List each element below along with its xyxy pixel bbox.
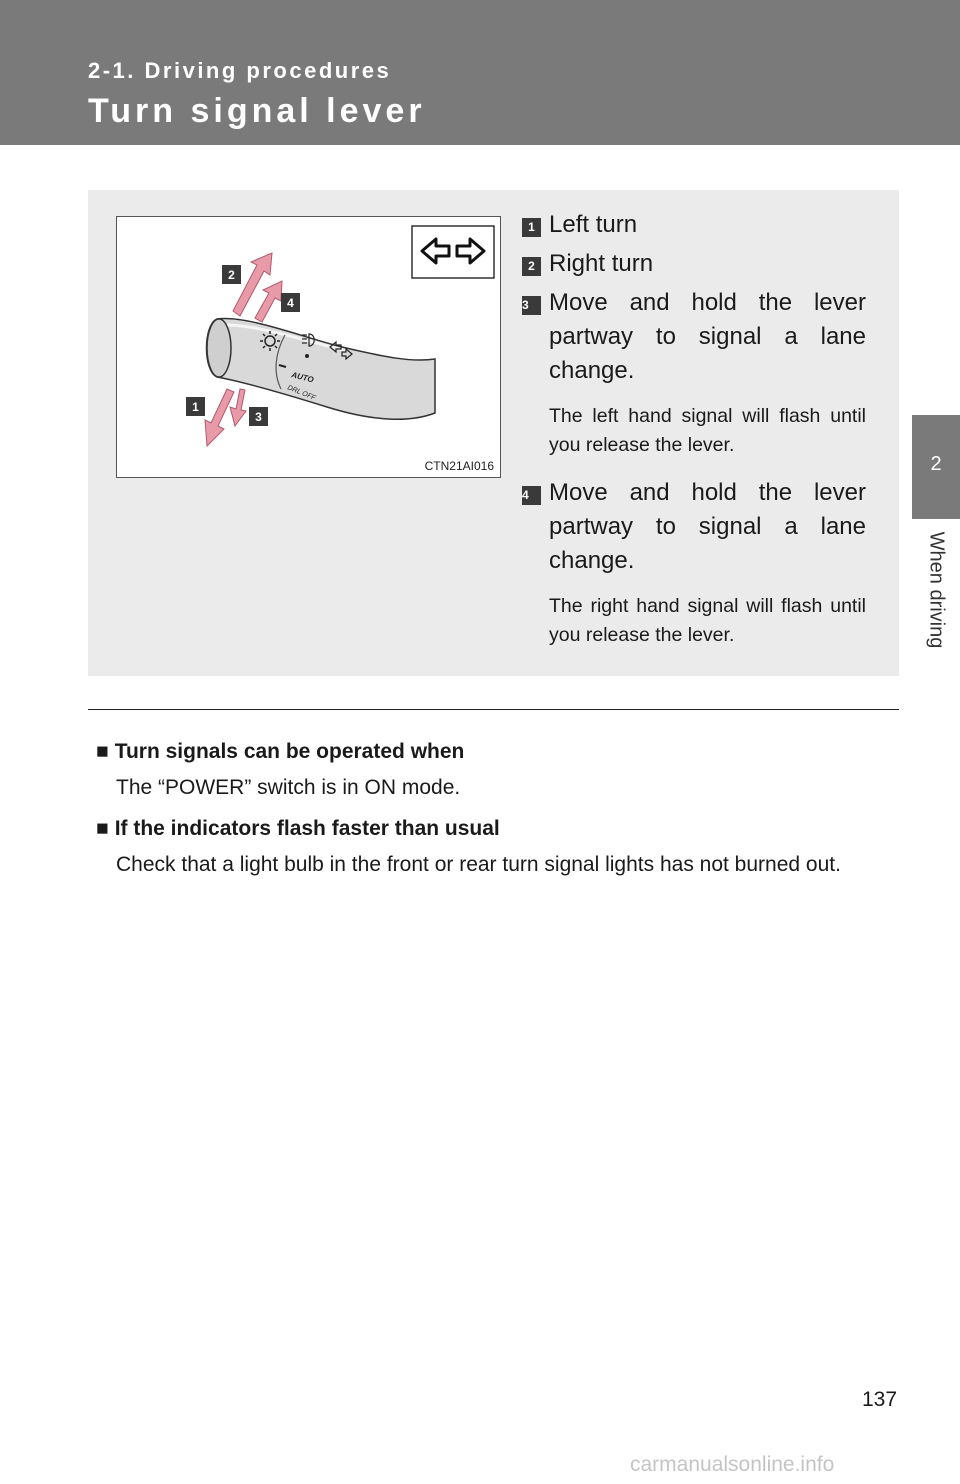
chapter-tab[interactable] xyxy=(912,415,960,519)
section-heading: 2-1. Driving procedures xyxy=(88,58,392,83)
step-text: Right turn xyxy=(549,250,654,277)
step-text: Left turn xyxy=(549,211,638,238)
step-item xyxy=(522,208,866,242)
step-item xyxy=(522,247,866,281)
step-item xyxy=(522,476,866,650)
callout-marker-4 xyxy=(281,293,300,312)
turn-signal-lever-illustration xyxy=(116,216,501,478)
note-bullet: ■ xyxy=(96,817,109,840)
step-item xyxy=(522,286,866,460)
step-list xyxy=(522,208,866,666)
step-text: Move and hold the lever partway to signal a lane change. xyxy=(549,289,866,384)
left-turn-arrow-icon xyxy=(205,389,234,446)
step-marker: 2 xyxy=(522,257,541,276)
step-marker: 4 xyxy=(522,486,541,505)
lever-drl-off-mark: DRL OFF xyxy=(286,384,317,403)
step-note: The right hand signal will flash until you release the lever. xyxy=(549,595,866,646)
note-heading xyxy=(96,814,891,844)
page-header xyxy=(0,0,960,145)
step-note: The left hand signal will flash until you release the lever. xyxy=(549,405,866,456)
lever-auto-mark: AUTO xyxy=(290,370,315,385)
callout-marker-1 xyxy=(186,397,205,416)
chapter-tab-label: When driving xyxy=(925,531,948,649)
right-lane-change-arrow-icon xyxy=(255,281,282,322)
figure-code: CTN21AI016 xyxy=(424,459,494,473)
lever-end-cap xyxy=(207,319,231,377)
note-body: The “POWER” switch is in ON mode. xyxy=(116,776,461,799)
step-text: Move and hold the lever partway to signal a lane change. xyxy=(549,479,866,574)
section-divider xyxy=(88,709,899,710)
svg-text:3: 3 xyxy=(255,410,262,424)
lever-dot-mark xyxy=(305,354,309,358)
note-heading-text: Turn signals can be operated when xyxy=(114,740,465,763)
page-number: 137 xyxy=(862,1388,898,1411)
note-block xyxy=(96,737,891,803)
page-title: Turn signal lever xyxy=(88,92,426,130)
callout-marker-3 xyxy=(249,407,268,426)
step-marker: 1 xyxy=(522,218,541,237)
callout-marker-2 xyxy=(222,265,241,284)
note-block xyxy=(96,814,891,880)
svg-text:4: 4 xyxy=(287,296,294,310)
note-bullet: ■ xyxy=(96,740,109,763)
chapter-tab-number: 2 xyxy=(930,453,942,475)
watermark[interactable]: carmanualsonline.info xyxy=(630,1453,835,1476)
svg-text:2: 2 xyxy=(228,268,235,282)
note-heading-text: If the indicators flash faster than usual xyxy=(114,817,500,840)
svg-text:1: 1 xyxy=(192,400,199,414)
lever-drawing xyxy=(117,217,500,477)
note-heading xyxy=(96,737,891,767)
step-marker: 3 xyxy=(522,296,541,315)
note-body: Check that a light bulb in the front or rear turn signal lights has not burned out. xyxy=(116,853,841,876)
